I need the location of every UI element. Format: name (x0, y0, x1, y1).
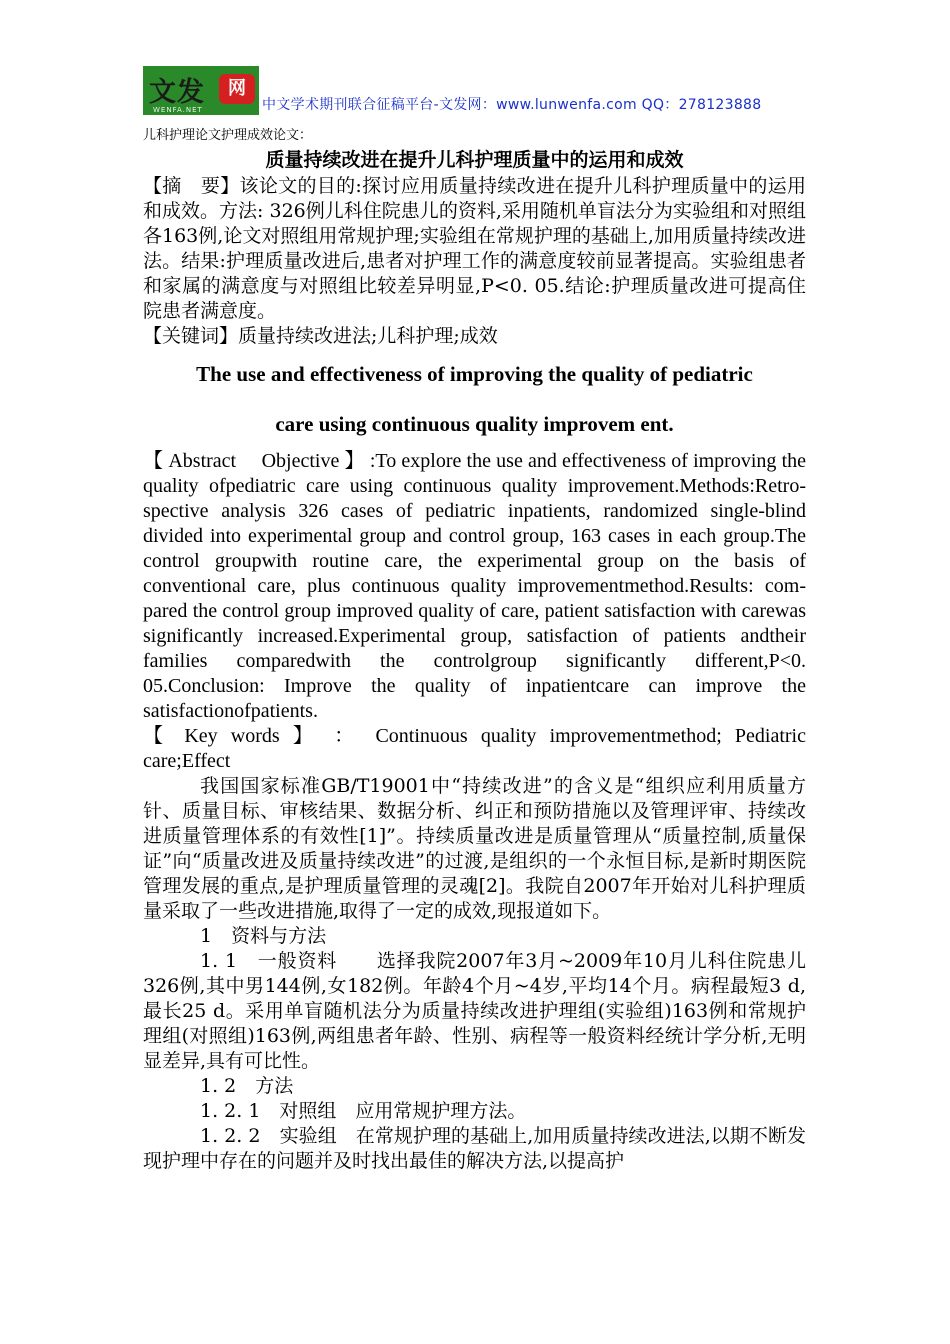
introduction-paragraph: 我国国家标准GB/T19001中“持续改进”的含义是“组织应利用质量方针、质量目标、审核结果、数据分析、纠正和预防措施以及管理评审、持续改进质量管理体系的有效性[1]”。持续质量改进是质量管理从“质量控制,质量保证”向“质量改进及质量持续改进”的过渡,是组织的一个永恒目标,是新时期医院管理发展的重点,是护理质量管理的灵魂[2]。我院自2007年开始对儿科护理质量采取了一些改进措施,取得了一定的成效,现报道如下。 (143, 775, 806, 922)
keywords-english: 【 Key words 】 ： Continuous quality improvementmethod; Pediatric care;Effect (143, 725, 806, 772)
logo-mark: 网 (219, 74, 255, 104)
english-title-line-1: The use and effectiveness of improving the quality of pediatric (196, 362, 753, 386)
abstract-chinese: 【摘 要】该论文的目的:探讨应用质量持续改进在提升儿科护理质量中的运用和成效。方法: 326例儿科住院患儿的资料,采用随机单盲法分为实验组和对照组各163例,论文对照组用常规护理;实验组在常规护理的基础上,加用质量持续改进法。结果:护理质量改进后,患者对护理工作的满意度较前显著提高。实验组患者和家属的满意度与对照组比较差异明显,P<0. 05.结论:护理质量改进可提高住院患者满意度。 (143, 175, 806, 322)
section-1-1-paragraph: 1. 1 一般资料 选择我院2007年3月~2009年10月儿科住院患儿326例,其中男144例,女182例。年龄4个月~4岁,平均14个月。病程最短3 d,最长25 d。采用单盲随机法分为质量持续改进护理组(实验组)163例和常规护理组(对照组)163例,两组患者年龄、性别、病程等一般资料经统计学分析,无明显差异,具有可比性。 (143, 950, 806, 1072)
document-body (143, 120, 806, 1174)
english-title-line-2: care using continuous quality improvem ent. (275, 412, 674, 436)
section-heading-1: 1 资料与方法 (200, 925, 327, 947)
subject-line: 儿科护理论文护理成效论文： (143, 128, 313, 143)
section-1-2-2-paragraph: 1. 2. 2 实验组 在常规护理的基础上,加用质量持续改进法,以期不断发现护理中存在的问题并及时找出最佳的解决方法,以提高护 (143, 1125, 806, 1172)
logo-text: 文发 (149, 77, 205, 108)
site-logo[interactable] (143, 66, 259, 115)
section-heading-1-2: 1. 2 方法 (200, 1075, 294, 1097)
logo-subtext: WENFA.NET (153, 106, 203, 114)
site-header (143, 66, 813, 116)
abstract-english: 【 Abstract Objective 】 :To explore the use and effectiveness of improving the quality ofpediatric care using continuous quality improvement.Methods:Retro-spective analysis 326 cases of pediatric inpatients, randomized single-blind divided into experimental group and control group, 163 cases in each group.The control groupwith routine care, the experimental group on the basis of conventional care, plus continuous quality improvementmethod.Results: com-pared the control group improved quality of care, patient satisfaction with carewas significantly increased.Experimental group, satisfaction of patients andtheir families comparedwith the controlgroup significantly different,P<0. 05.Conclusion: Improve the quality of inpatientcare can improve the satisfactionofpatients. (143, 450, 806, 722)
platform-contact-line: 中文学术期刊联合征稿平台-文发网：www.lunwenfa.com QQ：278123888 (262, 97, 762, 113)
paper-title: 质量持续改进在提升儿科护理质量中的运用和成效 (265, 149, 684, 171)
section-1-2-1-paragraph: 1. 2. 1 对照组 应用常规护理方法。 (200, 1100, 527, 1122)
keywords-chinese: 【关键词】质量持续改进法;儿科护理;成效 (143, 325, 498, 347)
